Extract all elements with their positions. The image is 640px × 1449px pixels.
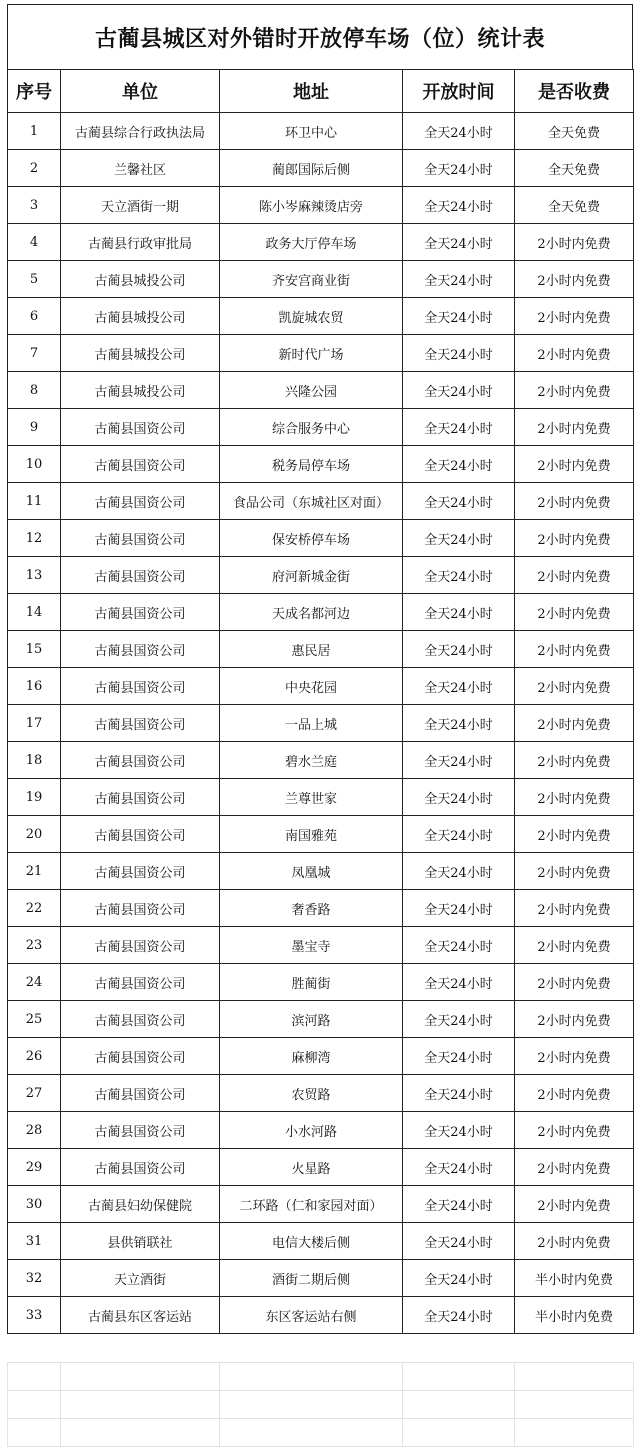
cell-fee: 半小时内免费 bbox=[515, 1260, 634, 1297]
cell-address: 小水河路 bbox=[220, 1112, 403, 1149]
cell-open-time: 全天24小时 bbox=[403, 816, 515, 853]
cell-open-time: 全天24小时 bbox=[403, 964, 515, 1001]
header-address: 地址 bbox=[220, 70, 403, 113]
cell-open-time: 全天24小时 bbox=[403, 890, 515, 927]
cell-index: 24 bbox=[8, 964, 61, 1001]
cell-address: 凤凰城 bbox=[220, 853, 403, 890]
cell-open-time: 全天24小时 bbox=[403, 1149, 515, 1186]
cell-open-time: 全天24小时 bbox=[403, 1112, 515, 1149]
cell-address: 府河新城金街 bbox=[220, 557, 403, 594]
table-row bbox=[8, 890, 634, 927]
table-row bbox=[8, 927, 634, 964]
cell-unit: 古蔺县国资公司 bbox=[61, 1112, 220, 1149]
cell-fee: 2小时内免费 bbox=[515, 1149, 634, 1186]
cell-index: 1 bbox=[8, 113, 61, 150]
cell-fee: 半小时内免费 bbox=[515, 1297, 634, 1334]
cell-address: 电信大楼后侧 bbox=[220, 1223, 403, 1260]
cell-index: 33 bbox=[8, 1297, 61, 1334]
cell-address: 税务局停车场 bbox=[220, 446, 403, 483]
cell-address: 综合服务中心 bbox=[220, 409, 403, 446]
table-row bbox=[8, 1223, 634, 1260]
table-row bbox=[8, 446, 634, 483]
cell-open-time: 全天24小时 bbox=[403, 779, 515, 816]
cell-index: 17 bbox=[8, 705, 61, 742]
cell-unit: 古蔺县国资公司 bbox=[61, 853, 220, 890]
cell-index: 25 bbox=[8, 1001, 61, 1038]
cell-open-time: 全天24小时 bbox=[403, 224, 515, 261]
header-open-time: 开放时间 bbox=[403, 70, 515, 113]
cell-fee: 全天免费 bbox=[515, 113, 634, 150]
cell-index: 3 bbox=[8, 187, 61, 224]
cell-unit: 古蔺县国资公司 bbox=[61, 816, 220, 853]
cell-unit: 古蔺县东区客运站 bbox=[61, 1297, 220, 1334]
cell-fee: 2小时内免费 bbox=[515, 705, 634, 742]
cell-open-time: 全天24小时 bbox=[403, 483, 515, 520]
table-row bbox=[8, 742, 634, 779]
table-row bbox=[8, 816, 634, 853]
cell-index: 4 bbox=[8, 224, 61, 261]
table-row bbox=[8, 1075, 634, 1112]
cell-address: 碧水兰庭 bbox=[220, 742, 403, 779]
cell-index: 30 bbox=[8, 1186, 61, 1223]
header-index: 序号 bbox=[8, 70, 61, 113]
cell-unit: 古蔺县国资公司 bbox=[61, 890, 220, 927]
page-title: 古蔺县城区对外错时开放停车场（位）统计表 bbox=[94, 26, 545, 52]
cell-address: 新时代广场 bbox=[220, 335, 403, 372]
cell-open-time: 全天24小时 bbox=[403, 557, 515, 594]
cell-fee: 2小时内免费 bbox=[515, 1186, 634, 1223]
cell-unit: 古蔺县城投公司 bbox=[61, 335, 220, 372]
cell-address: 中央花园 bbox=[220, 668, 403, 705]
cell-address: 火星路 bbox=[220, 1149, 403, 1186]
cell-address: 保安桥停车场 bbox=[220, 520, 403, 557]
cell-index: 16 bbox=[8, 668, 61, 705]
cell-fee: 2小时内免费 bbox=[515, 1223, 634, 1260]
cell-address: 二环路（仁和家园对面） bbox=[220, 1186, 403, 1223]
cell-address: 酒街二期后侧 bbox=[220, 1260, 403, 1297]
cell-fee: 2小时内免费 bbox=[515, 298, 634, 335]
cell-unit: 天立酒街 bbox=[61, 1260, 220, 1297]
cell-unit: 古蔺县国资公司 bbox=[61, 594, 220, 631]
cell-fee: 2小时内免费 bbox=[515, 557, 634, 594]
table-row bbox=[8, 113, 634, 150]
cell-open-time: 全天24小时 bbox=[403, 631, 515, 668]
table-row bbox=[8, 964, 634, 1001]
cell-address: 政务大厅停车场 bbox=[220, 224, 403, 261]
cell-unit: 古蔺县国资公司 bbox=[61, 631, 220, 668]
cell-open-time: 全天24小时 bbox=[403, 113, 515, 150]
cell-unit: 古蔺县行政审批局 bbox=[61, 224, 220, 261]
cell-open-time: 全天24小时 bbox=[403, 927, 515, 964]
cell-open-time: 全天24小时 bbox=[403, 261, 515, 298]
cell-unit: 古蔺县国资公司 bbox=[61, 520, 220, 557]
table-row bbox=[8, 520, 634, 557]
cell-fee: 2小时内免费 bbox=[515, 742, 634, 779]
cell-fee: 全天免费 bbox=[515, 150, 634, 187]
cell-fee: 2小时内免费 bbox=[515, 890, 634, 927]
blank-grid-area bbox=[7, 1362, 633, 1447]
cell-index: 23 bbox=[8, 927, 61, 964]
cell-unit: 古蔺县国资公司 bbox=[61, 1149, 220, 1186]
cell-index: 18 bbox=[8, 742, 61, 779]
cell-unit: 古蔺县国资公司 bbox=[61, 409, 220, 446]
table-row bbox=[8, 779, 634, 816]
cell-index: 29 bbox=[8, 1149, 61, 1186]
table-row bbox=[8, 1149, 634, 1186]
cell-fee: 2小时内免费 bbox=[515, 1038, 634, 1075]
cell-address: 凯旋城农贸 bbox=[220, 298, 403, 335]
cell-fee: 2小时内免费 bbox=[515, 816, 634, 853]
cell-unit: 古蔺县国资公司 bbox=[61, 927, 220, 964]
cell-address: 陈小岑麻辣烫店旁 bbox=[220, 187, 403, 224]
cell-index: 32 bbox=[8, 1260, 61, 1297]
table-row bbox=[8, 853, 634, 890]
cell-fee: 2小时内免费 bbox=[515, 668, 634, 705]
cell-index: 5 bbox=[8, 261, 61, 298]
cell-open-time: 全天24小时 bbox=[403, 409, 515, 446]
cell-open-time: 全天24小时 bbox=[403, 1297, 515, 1334]
cell-address: 食品公司（东城社区对面） bbox=[220, 483, 403, 520]
cell-fee: 2小时内免费 bbox=[515, 372, 634, 409]
header-fee: 是否收费 bbox=[515, 70, 634, 113]
cell-unit: 古蔺县国资公司 bbox=[61, 705, 220, 742]
cell-address: 滨河路 bbox=[220, 1001, 403, 1038]
cell-address: 东区客运站右侧 bbox=[220, 1297, 403, 1334]
cell-index: 9 bbox=[8, 409, 61, 446]
cell-open-time: 全天24小时 bbox=[403, 335, 515, 372]
cell-unit: 古蔺县国资公司 bbox=[61, 557, 220, 594]
cell-unit: 古蔺县国资公司 bbox=[61, 1001, 220, 1038]
cell-fee: 2小时内免费 bbox=[515, 409, 634, 446]
cell-address: 农贸路 bbox=[220, 1075, 403, 1112]
cell-index: 19 bbox=[8, 779, 61, 816]
cell-address: 一品上城 bbox=[220, 705, 403, 742]
cell-open-time: 全天24小时 bbox=[403, 1186, 515, 1223]
cell-fee: 2小时内免费 bbox=[515, 927, 634, 964]
cell-open-time: 全天24小时 bbox=[403, 298, 515, 335]
cell-index: 13 bbox=[8, 557, 61, 594]
cell-index: 7 bbox=[8, 335, 61, 372]
table-row bbox=[8, 187, 634, 224]
cell-address: 胜蔺街 bbox=[220, 964, 403, 1001]
cell-address: 南国雅苑 bbox=[220, 816, 403, 853]
cell-index: 31 bbox=[8, 1223, 61, 1260]
cell-index: 22 bbox=[8, 890, 61, 927]
cell-fee: 2小时内免费 bbox=[515, 853, 634, 890]
cell-unit: 古蔺县城投公司 bbox=[61, 372, 220, 409]
cell-fee: 2小时内免费 bbox=[515, 594, 634, 631]
cell-index: 11 bbox=[8, 483, 61, 520]
table-row bbox=[8, 335, 634, 372]
table-row bbox=[8, 224, 634, 261]
title-box bbox=[7, 4, 633, 69]
cell-address: 麻柳湾 bbox=[220, 1038, 403, 1075]
cell-open-time: 全天24小时 bbox=[403, 150, 515, 187]
cell-index: 15 bbox=[8, 631, 61, 668]
cell-fee: 2小时内免费 bbox=[515, 964, 634, 1001]
cell-fee: 2小时内免费 bbox=[515, 446, 634, 483]
cell-open-time: 全天24小时 bbox=[403, 372, 515, 409]
cell-open-time: 全天24小时 bbox=[403, 1038, 515, 1075]
cell-fee: 2小时内免费 bbox=[515, 261, 634, 298]
cell-index: 6 bbox=[8, 298, 61, 335]
cell-unit: 古蔺县城投公司 bbox=[61, 261, 220, 298]
cell-open-time: 全天24小时 bbox=[403, 742, 515, 779]
cell-unit: 古蔺县国资公司 bbox=[61, 1075, 220, 1112]
cell-index: 14 bbox=[8, 594, 61, 631]
cell-unit: 兰馨社区 bbox=[61, 150, 220, 187]
table-row bbox=[8, 1038, 634, 1075]
cell-fee: 2小时内免费 bbox=[515, 631, 634, 668]
cell-index: 20 bbox=[8, 816, 61, 853]
cell-address: 环卫中心 bbox=[220, 113, 403, 150]
cell-open-time: 全天24小时 bbox=[403, 520, 515, 557]
cell-unit: 古蔺县妇幼保健院 bbox=[61, 1186, 220, 1223]
cell-unit: 古蔺县国资公司 bbox=[61, 668, 220, 705]
parking-table bbox=[7, 69, 634, 1334]
table-header-row bbox=[8, 70, 634, 113]
table-row bbox=[8, 372, 634, 409]
cell-fee: 2小时内免费 bbox=[515, 1112, 634, 1149]
cell-open-time: 全天24小时 bbox=[403, 1260, 515, 1297]
table-row bbox=[8, 631, 634, 668]
table-row bbox=[8, 668, 634, 705]
cell-address: 兰尊世家 bbox=[220, 779, 403, 816]
table-row bbox=[8, 1112, 634, 1149]
cell-unit: 县供销联社 bbox=[61, 1223, 220, 1260]
cell-address: 奢香路 bbox=[220, 890, 403, 927]
table-row bbox=[8, 150, 634, 187]
cell-unit: 古蔺县国资公司 bbox=[61, 446, 220, 483]
cell-index: 12 bbox=[8, 520, 61, 557]
cell-fee: 2小时内免费 bbox=[515, 224, 634, 261]
cell-address: 惠民居 bbox=[220, 631, 403, 668]
cell-index: 28 bbox=[8, 1112, 61, 1149]
cell-open-time: 全天24小时 bbox=[403, 1001, 515, 1038]
table-row bbox=[8, 483, 634, 520]
table-row bbox=[8, 1260, 634, 1297]
cell-open-time: 全天24小时 bbox=[403, 1075, 515, 1112]
cell-index: 26 bbox=[8, 1038, 61, 1075]
table-body bbox=[8, 113, 634, 1334]
cell-open-time: 全天24小时 bbox=[403, 1223, 515, 1260]
cell-index: 8 bbox=[8, 372, 61, 409]
table-row bbox=[8, 1297, 634, 1334]
cell-open-time: 全天24小时 bbox=[403, 594, 515, 631]
table-row bbox=[8, 557, 634, 594]
cell-unit: 古蔺县国资公司 bbox=[61, 964, 220, 1001]
table-row bbox=[8, 409, 634, 446]
cell-index: 2 bbox=[8, 150, 61, 187]
blank-grid bbox=[7, 1362, 634, 1447]
cell-index: 27 bbox=[8, 1075, 61, 1112]
cell-open-time: 全天24小时 bbox=[403, 446, 515, 483]
cell-open-time: 全天24小时 bbox=[403, 853, 515, 890]
table-row bbox=[8, 298, 634, 335]
cell-open-time: 全天24小时 bbox=[403, 668, 515, 705]
cell-address: 天成名都河边 bbox=[220, 594, 403, 631]
header-unit: 单位 bbox=[61, 70, 220, 113]
cell-open-time: 全天24小时 bbox=[403, 187, 515, 224]
cell-fee: 2小时内免费 bbox=[515, 483, 634, 520]
cell-fee: 2小时内免费 bbox=[515, 335, 634, 372]
table-row bbox=[8, 1001, 634, 1038]
cell-unit: 古蔺县国资公司 bbox=[61, 742, 220, 779]
table-row bbox=[8, 594, 634, 631]
cell-fee: 2小时内免费 bbox=[515, 779, 634, 816]
cell-unit: 古蔺县国资公司 bbox=[61, 779, 220, 816]
cell-index: 10 bbox=[8, 446, 61, 483]
cell-fee: 全天免费 bbox=[515, 187, 634, 224]
cell-fee: 2小时内免费 bbox=[515, 520, 634, 557]
cell-index: 21 bbox=[8, 853, 61, 890]
cell-fee: 2小时内免费 bbox=[515, 1001, 634, 1038]
cell-unit: 古蔺县国资公司 bbox=[61, 1038, 220, 1075]
cell-fee: 2小时内免费 bbox=[515, 1075, 634, 1112]
table-row bbox=[8, 705, 634, 742]
cell-unit: 古蔺县城投公司 bbox=[61, 298, 220, 335]
cell-address: 蔺郎国际后侧 bbox=[220, 150, 403, 187]
cell-address: 兴隆公园 bbox=[220, 372, 403, 409]
cell-address: 齐安宫商业街 bbox=[220, 261, 403, 298]
table-row bbox=[8, 261, 634, 298]
table-row bbox=[8, 1186, 634, 1223]
parking-table-sheet bbox=[7, 4, 633, 1334]
cell-unit: 天立酒街一期 bbox=[61, 187, 220, 224]
cell-open-time: 全天24小时 bbox=[403, 705, 515, 742]
cell-address: 墨宝寺 bbox=[220, 927, 403, 964]
cell-unit: 古蔺县国资公司 bbox=[61, 483, 220, 520]
cell-unit: 古蔺县综合行政执法局 bbox=[61, 113, 220, 150]
